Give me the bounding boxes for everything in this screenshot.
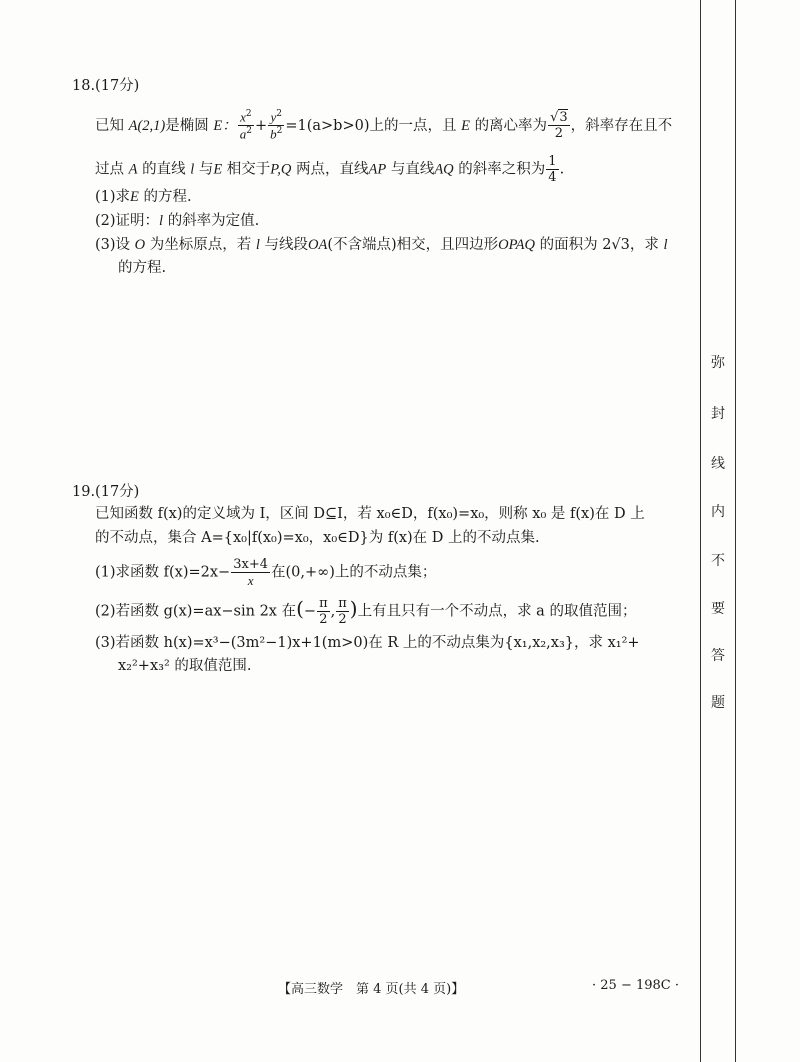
q19-part3-line1: (3)若函数 h(x)=x³−(3m²−1)x+1(m>0)在 R 上的不动点集为{x₁,x₂,x₃}，求 x₁²+ bbox=[95, 635, 640, 651]
q19-part2: (2)若函数 g(x)=ax−sin 2x 在(− $\frac{\pi}{2}$ , $\frac{\pi}{2}$ )上有且只有一个不动点，求 a 的取值范围； bbox=[95, 596, 637, 627]
q18-part3-line1: (3)设 O 为坐标原点，若 l 与线段OA(不含端点)相交，且四边形OPAQ 的面积为 2√3，求 l bbox=[95, 237, 668, 253]
binding-char-8: 题 bbox=[711, 695, 725, 711]
q18-part1: (1)求E 的方程. bbox=[95, 189, 192, 205]
binding-char-6: 要 bbox=[711, 601, 725, 617]
binding-char-7: 答 bbox=[711, 648, 725, 664]
q19-stem-line1: 已知函数 f(x)的定义域为 I，区间 D⊆I，若 x₀∈D，f(x₀)=x₀，则称 x₀ 是 f(x)在 D 上 bbox=[95, 506, 645, 522]
q18-stem-line2: 过点 A 的直线 l 与E 相交于P,Q 两点，直线AP 与直线AQ 的斜率之积为 $\frac{1}{4}$ . bbox=[95, 154, 565, 185]
q18-header: 18.(17分) bbox=[72, 78, 140, 94]
q18-part3-line2: 的方程. bbox=[118, 260, 167, 276]
binding-char-3: 线 bbox=[711, 456, 725, 472]
binding-char-2: 封 bbox=[711, 406, 725, 422]
q18-part2: (2)证明：l 的斜率为定值. bbox=[95, 213, 260, 229]
binding-line-right bbox=[735, 0, 736, 1062]
binding-line-left bbox=[700, 0, 701, 1062]
q19-part3-line2: x₂²+x₃² 的取值范围. bbox=[118, 658, 252, 674]
q19-header: 19.(17分) bbox=[72, 484, 140, 500]
q18-stem-line1: 已知 A(2,1)是椭圆 E： $\frac{x^2}{a^2}$ + $\frac{y^2}{b^2}$ =1(a>b>0)上的一点，且 E 的离心率为 $\frac{√3}{2}$ ，斜率存在且不 bbox=[95, 109, 673, 142]
page-footer-center: 【高三数学 第 4 页(共 4 页)】 bbox=[278, 982, 465, 997]
binding-char-4: 内 bbox=[711, 504, 725, 520]
q19-stem-line2: 的不动点，集合 A={x₀|f(x₀)=x₀，x₀∈D}为 f(x)在 D 上的不动点集. bbox=[95, 530, 540, 546]
binding-char-5: 不 bbox=[711, 553, 725, 569]
binding-char-1: 弥 bbox=[711, 355, 725, 371]
q19-part1: (1)求函数 f(x)=2x− $\frac{3x+4}{x}$ 在(0,+∞)上的不动点集； bbox=[95, 557, 437, 588]
page-footer-code: · 25 − 198C · bbox=[592, 978, 679, 993]
